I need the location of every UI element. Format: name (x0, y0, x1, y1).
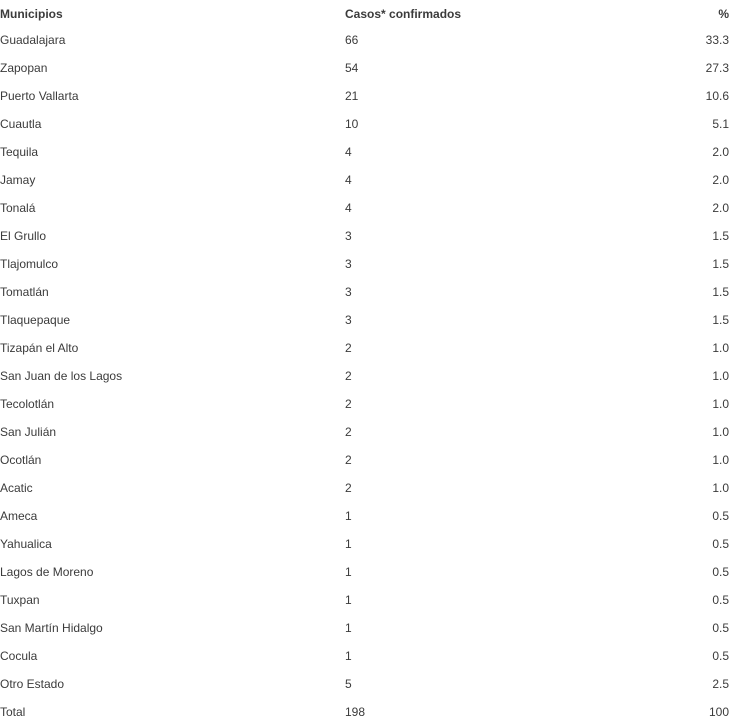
casos-cell: 3 (345, 285, 352, 299)
municipio-cell: Tlajomulco (0, 257, 59, 271)
municipio-cell: Tuxpan (0, 593, 40, 607)
table-row (0, 558, 729, 586)
municipio-cell: Total (0, 705, 26, 719)
municipio-cell: Tecolotlán (0, 397, 55, 411)
municipio-cell: Tonalá (0, 201, 36, 215)
percent-cell: 100 (708, 705, 729, 719)
percent-cell: 10.6 (705, 89, 729, 103)
table-body (0, 26, 729, 726)
table-row (0, 614, 729, 642)
casos-cell: 3 (345, 257, 352, 271)
percent-cell: 0.5 (712, 537, 729, 551)
municipio-cell: San Julián (0, 425, 57, 439)
casos-cell: 1 (345, 621, 352, 635)
casos-cell: 4 (345, 145, 352, 159)
municipio-cell: Tomatlán (0, 285, 49, 299)
casos-cell: 1 (345, 537, 352, 551)
municipio-cell: Ocotlán (0, 453, 42, 467)
table-row (0, 166, 729, 194)
percent-cell: 1.5 (712, 257, 729, 271)
percent-cell: 1.0 (712, 453, 729, 467)
municipio-cell: Guadalajara (0, 33, 66, 47)
table-row-total (0, 698, 729, 726)
table-row (0, 362, 729, 390)
table-row (0, 418, 729, 446)
table-row (0, 222, 729, 250)
percent-cell: 2.5 (712, 677, 729, 691)
municipio-cell: Jamay (0, 173, 36, 187)
casos-cell: 4 (345, 201, 352, 215)
cases-by-municipality-table (0, 2, 729, 726)
table-row (0, 278, 729, 306)
percent-cell: 33.3 (705, 33, 729, 47)
municipio-cell: Cuautla (0, 117, 42, 131)
municipio-cell: Ameca (0, 509, 38, 523)
table-row (0, 306, 729, 334)
municipio-cell: Tequila (0, 145, 39, 159)
percent-cell: 2.0 (712, 173, 729, 187)
casos-cell: 2 (345, 453, 352, 467)
casos-cell: 2 (345, 341, 352, 355)
casos-cell: 21 (345, 89, 359, 103)
percent-cell: 2.0 (712, 145, 729, 159)
table-row (0, 194, 729, 222)
table-row (0, 530, 729, 558)
percent-cell: 1.5 (712, 313, 729, 327)
percent-cell: 1.0 (712, 425, 729, 439)
table-header (0, 2, 729, 26)
table-row (0, 670, 729, 698)
casos-cell: 2 (345, 397, 352, 411)
casos-cell: 5 (345, 677, 352, 691)
table-header-row (0, 2, 729, 26)
percent-cell: 1.0 (712, 369, 729, 383)
percent-cell: 1.5 (712, 229, 729, 243)
municipio-cell: Acatic (0, 481, 33, 495)
column-header-percent: % (718, 7, 729, 21)
column-header-municipios: Municipios (0, 7, 63, 21)
percent-cell: 0.5 (712, 649, 729, 663)
casos-cell: 3 (345, 313, 352, 327)
municipio-cell: Zapopan (0, 61, 48, 75)
casos-cell: 1 (345, 649, 352, 663)
casos-cell: 66 (345, 33, 359, 47)
municipio-cell: Tlaquepaque (0, 313, 71, 327)
casos-cell: 2 (345, 425, 352, 439)
percent-cell: 5.1 (712, 117, 729, 131)
percent-cell: 1.5 (712, 285, 729, 299)
table-row (0, 110, 729, 138)
casos-cell: 2 (345, 369, 352, 383)
percent-cell: 1.0 (712, 341, 729, 355)
casos-cell: 54 (345, 61, 359, 75)
table-row (0, 502, 729, 530)
municipio-cell: Yahualica (0, 537, 52, 551)
table-row (0, 54, 729, 82)
casos-cell: 3 (345, 229, 352, 243)
table-row (0, 642, 729, 670)
municipio-cell: San Martín Hidalgo (0, 621, 103, 635)
percent-cell: 2.0 (712, 201, 729, 215)
percent-cell: 0.5 (712, 621, 729, 635)
table-row (0, 250, 729, 278)
casos-cell: 1 (345, 593, 352, 607)
municipio-cell: El Grullo (0, 229, 47, 243)
table-row (0, 334, 729, 362)
percent-cell: 1.0 (712, 481, 729, 495)
table-row (0, 82, 729, 110)
column-header-casos-confirmados: Casos* confirmados (345, 7, 462, 21)
municipio-cell: San Juan de los Lagos (0, 369, 123, 383)
percent-cell: 1.0 (712, 397, 729, 411)
municipio-cell: Otro Estado (0, 677, 65, 691)
percent-cell: 0.5 (712, 565, 729, 579)
casos-cell: 198 (345, 705, 366, 719)
casos-cell: 4 (345, 173, 352, 187)
municipio-cell: Lagos de Moreno (0, 565, 94, 579)
percent-cell: 27.3 (705, 61, 729, 75)
table-row (0, 390, 729, 418)
table-row (0, 446, 729, 474)
percent-cell: 0.5 (712, 593, 729, 607)
municipio-cell: Puerto Vallarta (0, 89, 79, 103)
table-row (0, 138, 729, 166)
percent-cell: 0.5 (712, 509, 729, 523)
table-row (0, 26, 729, 54)
municipio-cell: Cocula (0, 649, 38, 663)
casos-cell: 10 (345, 117, 359, 131)
casos-cell: 1 (345, 509, 352, 523)
casos-cell: 1 (345, 565, 352, 579)
table-row (0, 474, 729, 502)
casos-cell: 2 (345, 481, 352, 495)
municipio-cell: Tizapán el Alto (0, 341, 79, 355)
table-row (0, 586, 729, 614)
